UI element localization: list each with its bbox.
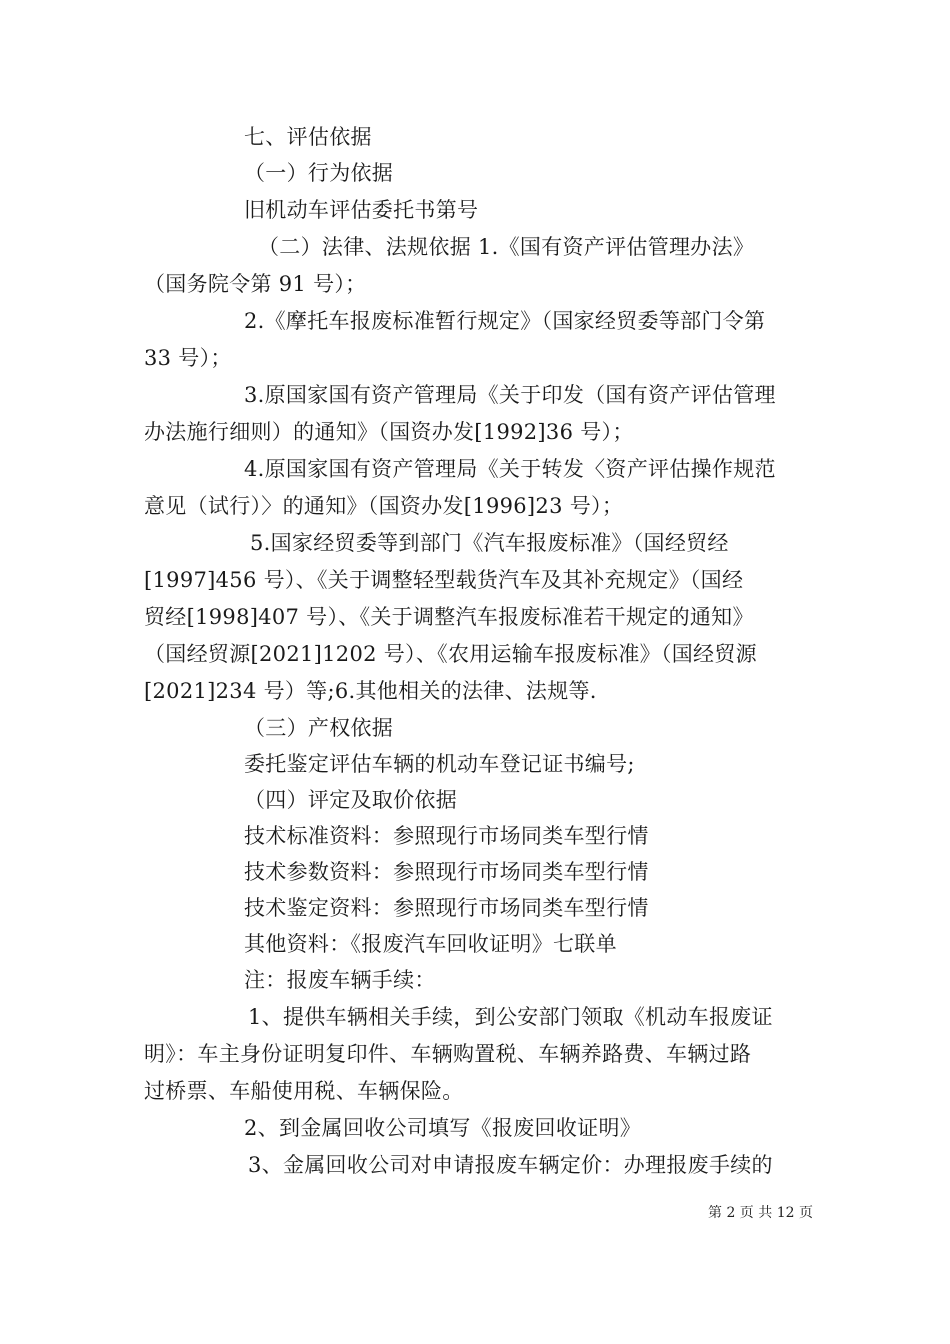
paragraph-line: 技术标准资料：参照现行市场同类车型行情 — [244, 824, 649, 848]
paragraph-line: 3.原国家国有资产管理局《关于印发（国有资产评估管理 — [244, 383, 776, 407]
subheading-legal-basis: （二）法律、法规依据 1.《国有资产评估管理办法》 — [258, 235, 755, 259]
paragraph-line: 其他资料：《报废汽车回收证明》七联单 — [244, 932, 617, 956]
heading-evaluation-basis: 七、评估依据 — [244, 125, 372, 149]
paragraph-line: 4.原国家国有资产管理局《关于转发〈资产评估操作规范 — [244, 457, 776, 481]
subheading-ownership-basis: （三）产权依据 — [244, 716, 394, 740]
page-number-footer: 第 2 页 共 12 页 — [708, 1205, 813, 1221]
paragraph-line: 技术参数资料：参照现行市场同类车型行情 — [244, 860, 649, 884]
paragraph-line: （国经贸源[2021]1202 号）、《农用运输车报废标准》（国经贸源 — [144, 642, 757, 666]
subheading-pricing-basis: （四）评定及取价依据 — [244, 788, 457, 812]
paragraph-line: 33 号）； — [144, 346, 232, 370]
paragraph-line: 过桥票、车船使用税、车辆保险。 — [144, 1079, 464, 1103]
note-heading: 注：报废车辆手续： — [244, 968, 436, 992]
paragraph-line: 意见（试行）〉的通知》（国资办发[1996]23 号）； — [144, 494, 624, 518]
paragraph-line: 2.《摩托车报废标准暂行规定》（国家经贸委等部门令第 — [244, 309, 766, 333]
paragraph-line: 5.国家经贸委等到部门《汽车报废标准》（国经贸经 — [250, 531, 729, 555]
paragraph-line: 委托鉴定评估车辆的机动车登记证书编号; — [244, 752, 635, 776]
paragraph-line: 贸经[1998]407 号）、《关于调整汽车报废标准若干规定的通知》 — [144, 605, 754, 629]
paragraph-line: （国务院令第 91 号）； — [144, 272, 367, 296]
paragraph-line: 1、提供车辆相关手续，到公安部门领取《机动车报废证 — [248, 1005, 773, 1029]
paragraph-line: [1997]456 号）、《关于调整轻型载货汽车及其补充规定》（国经 — [144, 568, 744, 592]
paragraph-line: 明》：车主身份证明复印件、车辆购置税、车辆养路费、车辆过路 — [144, 1042, 752, 1066]
paragraph-line: 3、金属回收公司对申请报废车辆定价：办理报废手续的 — [248, 1153, 773, 1177]
paragraph-line: 办法施行细则）的通知》（国资办发[1992]36 号）； — [144, 420, 634, 444]
paragraph-line: 旧机动车评估委托书第号 — [244, 198, 479, 222]
paragraph-line: 2、到金属回收公司填写《报废回收证明》 — [244, 1116, 642, 1140]
subheading-behavior-basis: （一）行为依据 — [244, 161, 394, 185]
paragraph-line: [2021]234 号）等;6.其他相关的法律、法规等. — [144, 679, 597, 703]
paragraph-line: 技术鉴定资料：参照现行市场同类车型行情 — [244, 896, 649, 920]
